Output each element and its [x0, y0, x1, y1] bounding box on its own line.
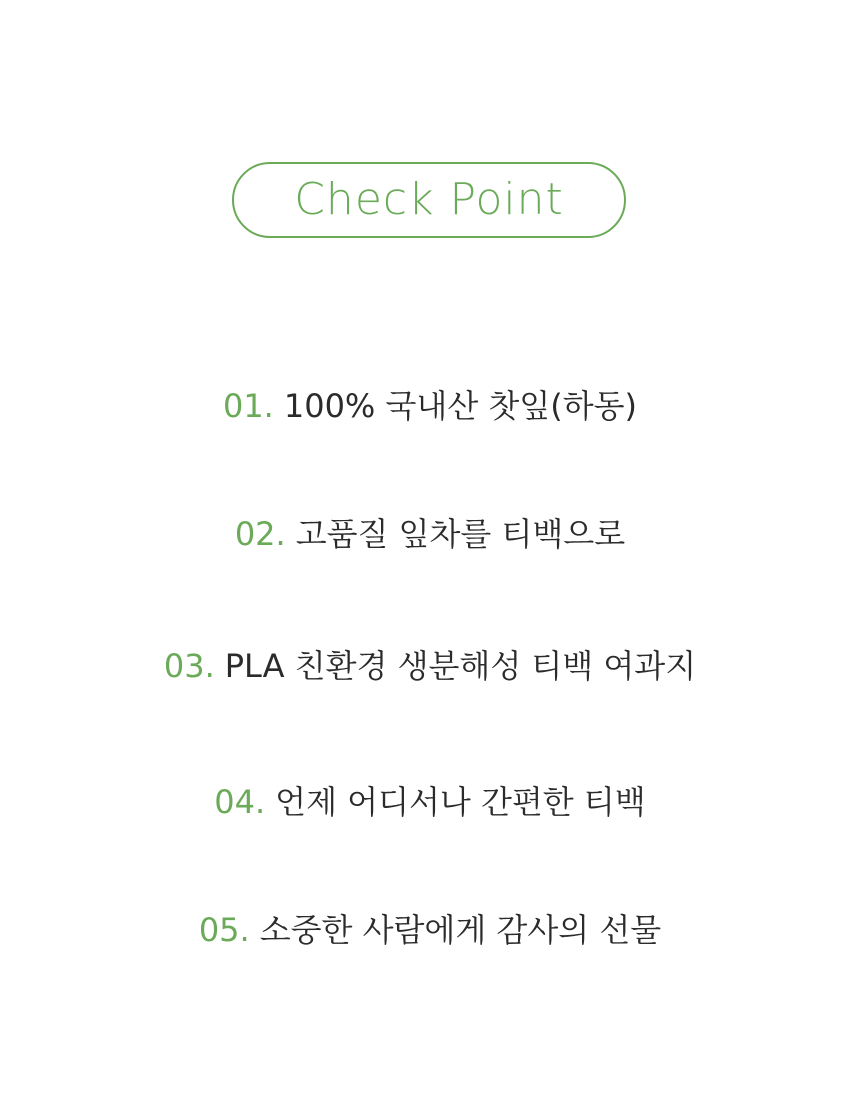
point-number: 02. [234, 515, 286, 553]
point-number: 04. [214, 783, 266, 821]
point-text: 소중한 사람에게 감사의 선물 [259, 911, 662, 949]
check-point-item-2 [0, 514, 860, 554]
check-point-item-5 [0, 910, 860, 950]
point-text: 100% 국내산 찻잎(하동) [283, 387, 638, 425]
point-number: 01. [222, 387, 274, 425]
badge-title: Check Point [294, 174, 564, 225]
check-point-item-1 [0, 386, 860, 426]
point-text: PLA 친환경 생분해성 티백 여과지 [224, 647, 697, 685]
check-point-item-3 [0, 646, 860, 686]
point-number: 03. [163, 647, 215, 685]
check-point-item-4 [0, 782, 860, 822]
point-text: 고품질 잎차를 티백으로 [295, 515, 626, 553]
point-number: 05. [198, 911, 250, 949]
point-text: 언제 어디서나 간편한 티백 [275, 783, 646, 821]
